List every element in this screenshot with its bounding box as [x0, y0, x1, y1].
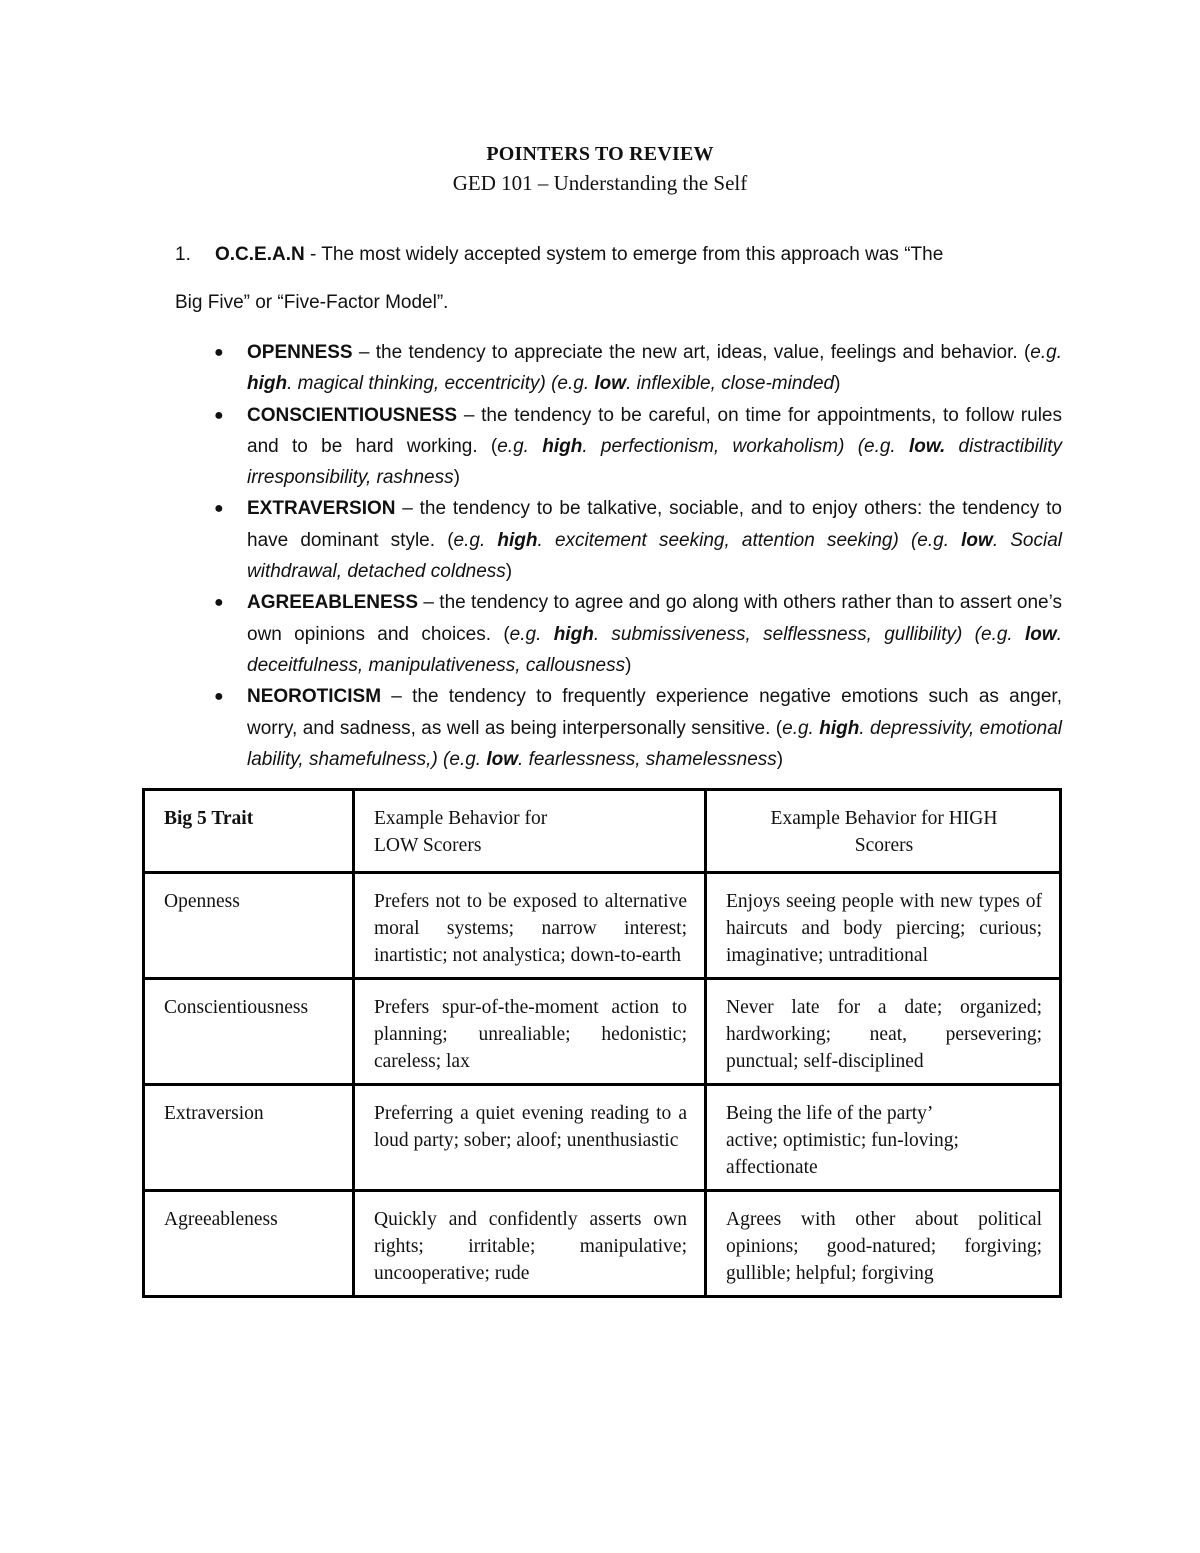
cell-high-text: Being the life of the party’ active; optimistic; fun-loving; affectionate [726, 1103, 959, 1178]
high-text: . submissiveness, selflessness, gullibility) (e.g. [593, 623, 1026, 645]
intro-line-2: Big Five” or “Five-Factor Model”. [175, 292, 449, 313]
low-label: low [486, 748, 519, 770]
trait-definition: – the tendency to be talkative, sociable, and to enjoy others: the tendency to have dominant style. ( [247, 498, 1062, 551]
low-text: . inflexible, close-minded [626, 373, 835, 395]
close-paren: ) [625, 654, 632, 676]
high-label: high [247, 373, 288, 395]
table-row [144, 873, 1061, 979]
cell-trait: Agreeableness [144, 1191, 354, 1297]
list-item [209, 400, 1062, 494]
cell-low: Preferring a quiet evening reading to a loud party; sober; aloof; unenthusiastic [354, 1085, 706, 1191]
eg-label: e.g. [497, 435, 529, 457]
high-label: high [497, 529, 538, 551]
low-text: distractibility irresponsibility, rashness [247, 435, 1063, 489]
cell-low: Quickly and confidently asserts own rights; irritable; manipulative; uncooperative; rude [354, 1191, 706, 1297]
list-item [209, 493, 1062, 587]
page-title: POINTERS TO REVIEW [486, 143, 714, 165]
big5-table [142, 788, 1062, 1298]
trait-definition: – the tendency to agree and go along with others rather than to assert one’s own opinions and choices. ( [247, 592, 1062, 645]
header-high [706, 790, 1061, 873]
bullet-icon: ● [214, 406, 224, 424]
trait-name: NEOROTICISM [247, 686, 382, 708]
intro-line-1 [175, 242, 1065, 268]
cell-high [706, 1085, 1061, 1191]
header-low [354, 790, 706, 873]
trait-name: OPENNESS [247, 342, 353, 363]
close-paren: ) [834, 373, 841, 395]
high-text: . magical thinking, eccentricity) (e.g. [287, 373, 595, 395]
eg-label: e.g. [1030, 342, 1062, 363]
high-label: high [553, 623, 594, 645]
bullet-icon: ● [214, 500, 224, 518]
high-text: . excitement seeking, attention seeking) (e.g. [537, 529, 962, 551]
cell-trait: Extraversion [144, 1085, 354, 1191]
list-item [209, 587, 1062, 681]
low-label: low [1025, 623, 1057, 645]
high-label: high [542, 435, 583, 457]
table-row [144, 1191, 1061, 1297]
low-label: low [961, 529, 993, 551]
table-row [144, 979, 1061, 1085]
intro-term: O.C.E.A.N [215, 244, 305, 265]
high-label: high [819, 717, 860, 739]
intro-text-1: - The most widely accepted system to emerge from this approach was “The [304, 244, 944, 265]
close-paren: ) [505, 561, 513, 583]
bullet-icon: ● [214, 688, 224, 706]
cell-high: Agrees with other about political opinions; good-natured; forgiving; gullible; helpful; forgiving [706, 1191, 1061, 1297]
high-text: . perfectionism, workaholism) (e.g. [582, 435, 909, 457]
trait-definition: – the tendency to be careful, on time for appointments, to follow rules and to be hard working. ( [247, 404, 1062, 457]
trait-definition: – the tendency to appreciate the new art, ideas, value, feelings and behavior. ( [352, 342, 1031, 363]
trait-definition: – the tendency to frequently experience negative emotions such as anger, worry, and sadness, as well as being interpersonally sensitive. ( [247, 686, 1062, 739]
high-text: . depressivity, emotional lability, shamefulness,) (e.g. [247, 717, 1063, 770]
item-number: 1. [175, 244, 191, 265]
bullet-icon: ● [214, 594, 224, 612]
page-subtitle: GED 101 – Understanding the Self [452, 171, 748, 195]
cell-low: Prefers spur-of-the-moment action to planning; unrealiable; hedonistic; careless; lax [354, 979, 706, 1085]
header-low-text: Example Behavior for LOW Scorers [374, 808, 548, 856]
cell-trait: Conscientiousness [144, 979, 354, 1085]
low-label: low. [909, 435, 946, 457]
header-high-text: Example Behavior for HIGH Scorers [770, 808, 998, 856]
cell-high: Never late for a date; organized; hardworking; neat, persevering; punctual; self-disciplined [706, 979, 1061, 1085]
low-text: . fearlessness, shamelessness [518, 748, 777, 770]
low-text: . deceitfulness, manipulativeness, callousness [247, 623, 1062, 676]
list-item [209, 681, 1062, 775]
header-trait: Big 5 Trait [144, 790, 354, 873]
bullet-icon: ● [214, 344, 224, 361]
cell-low: Prefers not to be exposed to alternative moral systems; narrow interest; inartistic; not analystica; down-to-earth [354, 873, 706, 979]
eg-label: e.g. [782, 717, 814, 739]
table-header-row [144, 790, 1061, 873]
eg-label: e.g. [453, 529, 486, 551]
table-row [144, 1085, 1061, 1191]
close-paren: ) [776, 748, 784, 770]
low-label: low [594, 373, 627, 395]
trait-name: AGREEABLENESS [247, 592, 419, 614]
low-text: . Social withdrawal, detached coldness [247, 529, 1063, 583]
close-paren: ) [453, 467, 460, 489]
eg-label: e.g. [509, 623, 542, 645]
trait-name: EXTRAVERSION [247, 498, 396, 520]
list-item [209, 337, 1062, 400]
cell-high: Enjoys seeing people with new types of haircuts and body piercing; curious; imaginative; untraditional [706, 873, 1061, 979]
cell-trait: Openness [144, 873, 354, 979]
trait-name: CONSCIENTIOUSNESS [247, 404, 458, 426]
trait-list [209, 337, 1062, 775]
